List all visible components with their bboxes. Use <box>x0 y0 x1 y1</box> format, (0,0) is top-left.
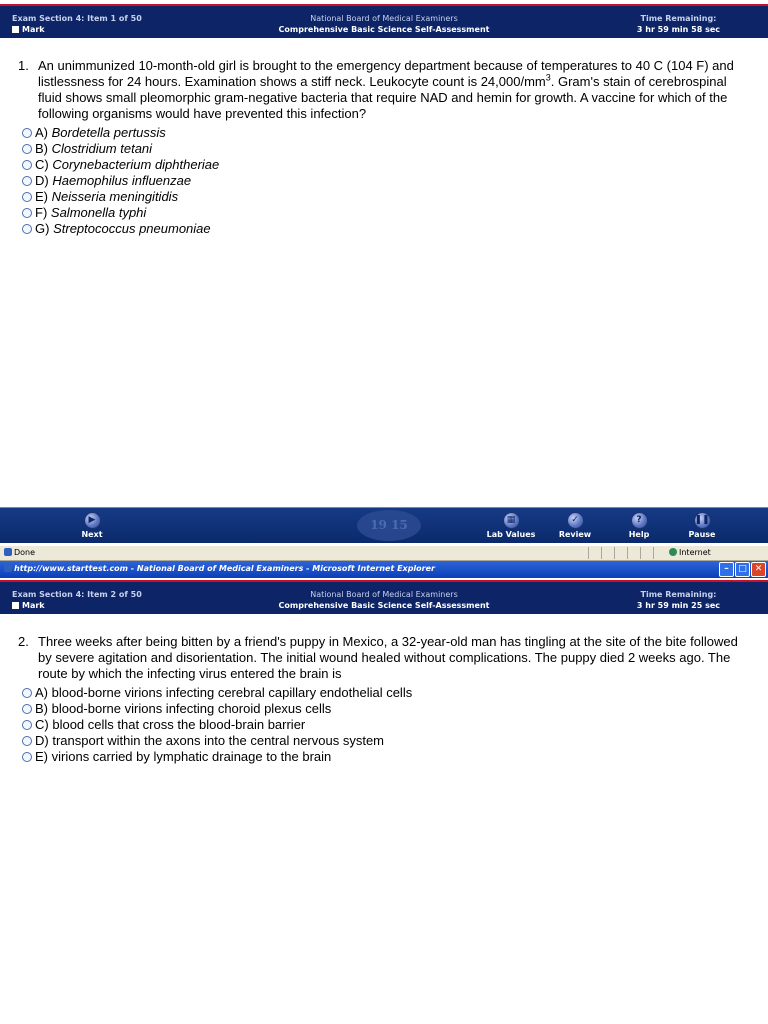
option-text: Corynebacterium diphtheriae <box>52 157 220 172</box>
org-name: National Board of Medical Examiners <box>310 590 458 599</box>
question-stem <box>38 58 740 122</box>
browser-status-bar <box>0 545 768 561</box>
minimize-icon[interactable]: – <box>719 562 734 577</box>
mark-checkbox[interactable] <box>12 600 142 611</box>
radio-icon[interactable] <box>22 144 32 154</box>
option-text: Clostridium tetani <box>51 141 153 156</box>
answer-option-e[interactable] <box>22 749 724 765</box>
pause-label: Pause <box>688 530 716 539</box>
checkbox-icon[interactable] <box>12 26 19 33</box>
question-stem: Three weeks after being bitten by a friend's puppy in Mexico, a 32-year-old man has tingling at the site of the bite followed by severe agitation and disorientation. The initial wound healed without complications. The puppy died 2 weeks ago. The route by which the infecting virus entered the brain is <box>38 634 738 681</box>
radio-icon[interactable] <box>22 128 32 138</box>
stem-part-1: An unimmunized 10-month-old girl is brought to the emergency department because of temperatures to 40 C (104 F) and listlessness for 24 hours. Examination shows a stiff neck. Leukocyte count is 24,000/mm <box>38 58 734 89</box>
option-letter: G) <box>35 221 50 236</box>
timer-value: 3 hr 59 min 58 sec <box>636 25 720 34</box>
answer-option-b[interactable] <box>22 141 724 157</box>
radio-icon[interactable] <box>22 176 32 186</box>
next-button[interactable] <box>62 512 122 539</box>
ie-logo-icon <box>4 564 12 572</box>
checkbox-icon[interactable] <box>12 602 19 609</box>
mark-label: Mark <box>22 601 45 610</box>
review-label: Review <box>558 530 592 539</box>
timer <box>637 589 720 611</box>
answer-options <box>35 685 740 765</box>
pause-icon[interactable]: ❚❚ <box>694 512 711 529</box>
window-title-text: http://www.starttest.com - National Board of Medical Examiners - Microsoft Internet Explorer <box>14 564 435 573</box>
question-number: 1. <box>18 58 29 73</box>
superscript: 3 <box>545 72 551 83</box>
help-icon[interactable]: ? <box>631 512 648 529</box>
checkmark-icon[interactable]: ✓ <box>567 512 584 529</box>
window-title <box>4 564 435 573</box>
stem-part-2: . Gram's stain of cerebrospinal fluid shows small pleomorphic gram-negative bacteria that require NAD and hemin for growth. A vaccine for which of the following organisms would have prevented this infection? <box>38 74 728 121</box>
option-letter: D) <box>35 173 49 188</box>
option-letter: C) <box>35 717 49 732</box>
answer-option-d[interactable] <box>22 173 724 189</box>
option-letter: D) <box>35 733 49 748</box>
answer-options <box>35 125 740 237</box>
mark-checkbox[interactable] <box>12 24 142 35</box>
option-letter: C) <box>35 157 49 172</box>
option-letter: E) <box>35 749 48 764</box>
exam-header-1 <box>0 4 768 38</box>
answer-option-c[interactable] <box>22 157 724 173</box>
radio-icon[interactable] <box>22 688 32 698</box>
answer-option-e[interactable] <box>22 189 724 205</box>
option-text: transport within the axons into the central nervous system <box>52 733 385 748</box>
radio-icon[interactable] <box>22 704 32 714</box>
timer <box>637 13 720 35</box>
option-text: Salmonella typhi <box>50 205 147 220</box>
radio-icon[interactable] <box>22 224 32 234</box>
radio-icon[interactable] <box>22 160 32 170</box>
question-number: 2. <box>18 634 29 649</box>
review-button[interactable] <box>545 512 605 539</box>
option-text: blood cells that cross the blood-brain barrier <box>52 717 306 732</box>
help-button[interactable] <box>609 512 669 539</box>
close-icon[interactable]: ✕ <box>751 562 766 577</box>
next-arrow-icon[interactable]: ▶ <box>84 512 101 529</box>
answer-option-c[interactable] <box>22 717 724 733</box>
status-text <box>4 548 35 557</box>
header-left <box>12 589 142 611</box>
option-letter: F) <box>35 205 48 220</box>
browser-title-bar <box>0 561 768 578</box>
answer-option-a[interactable] <box>22 685 724 701</box>
pause-button[interactable] <box>672 512 732 539</box>
zone-label: Internet <box>679 548 711 557</box>
timer-label: Time Remaining: <box>640 14 717 23</box>
answer-option-d[interactable] <box>22 733 724 749</box>
answer-option-a[interactable] <box>22 125 724 141</box>
timer-value: 3 hr 59 min 25 sec <box>636 601 720 610</box>
question-1 <box>18 58 740 237</box>
next-label: Next <box>81 530 103 539</box>
radio-icon[interactable] <box>22 208 32 218</box>
exam-header-2 <box>0 580 768 614</box>
status-label: Done <box>14 548 36 557</box>
option-letter: A) <box>35 685 48 700</box>
status-cells <box>588 547 666 561</box>
answer-option-b[interactable] <box>22 701 724 717</box>
question-2 <box>18 634 740 765</box>
answer-option-g[interactable] <box>22 221 724 237</box>
exam-title: Comprehensive Basic Science Self-Assessment <box>278 25 490 34</box>
page-icon <box>4 548 12 556</box>
option-letter: B) <box>35 141 48 156</box>
nbme-seal-logo: 19 15 <box>357 510 421 541</box>
option-letter: B) <box>35 701 48 716</box>
globe-icon <box>669 548 677 556</box>
lab-values-icon[interactable]: ▦ <box>503 512 520 529</box>
radio-icon[interactable] <box>22 752 32 762</box>
radio-icon[interactable] <box>22 720 32 730</box>
option-text: virions carried by lymphatic drainage to the brain <box>51 749 332 764</box>
exam-title: Comprehensive Basic Science Self-Assessment <box>278 601 490 610</box>
radio-icon[interactable] <box>22 192 32 202</box>
radio-icon[interactable] <box>22 736 32 746</box>
section-indicator: Exam Section 4: Item 1 of 50 <box>12 14 142 23</box>
help-label: Help <box>628 530 650 539</box>
security-zone <box>669 548 711 557</box>
org-name: National Board of Medical Examiners <box>310 14 458 23</box>
option-text: blood-borne virions infecting choroid plexus cells <box>51 701 332 716</box>
option-text: Neisseria meningitidis <box>51 189 179 204</box>
mark-label: Mark <box>22 25 45 34</box>
window-controls <box>718 562 766 577</box>
answer-option-f[interactable] <box>22 205 724 221</box>
navigation-toolbar <box>0 507 768 543</box>
section-indicator: Exam Section 4: Item 2 of 50 <box>12 590 142 599</box>
maximize-icon[interactable]: □ <box>735 562 750 577</box>
lab-values-label: Lab Values <box>486 530 536 539</box>
option-letter: A) <box>35 125 48 140</box>
timer-label: Time Remaining: <box>640 590 717 599</box>
option-text: Bordetella pertussis <box>51 125 166 140</box>
lab-values-button[interactable] <box>481 512 541 539</box>
header-left <box>12 13 142 35</box>
option-letter: E) <box>35 189 48 204</box>
option-text: Streptococcus pneumoniae <box>53 221 211 236</box>
option-text: blood-borne virions infecting cerebral capillary endothelial cells <box>51 685 413 700</box>
option-text: Haemophilus influenzae <box>52 173 192 188</box>
